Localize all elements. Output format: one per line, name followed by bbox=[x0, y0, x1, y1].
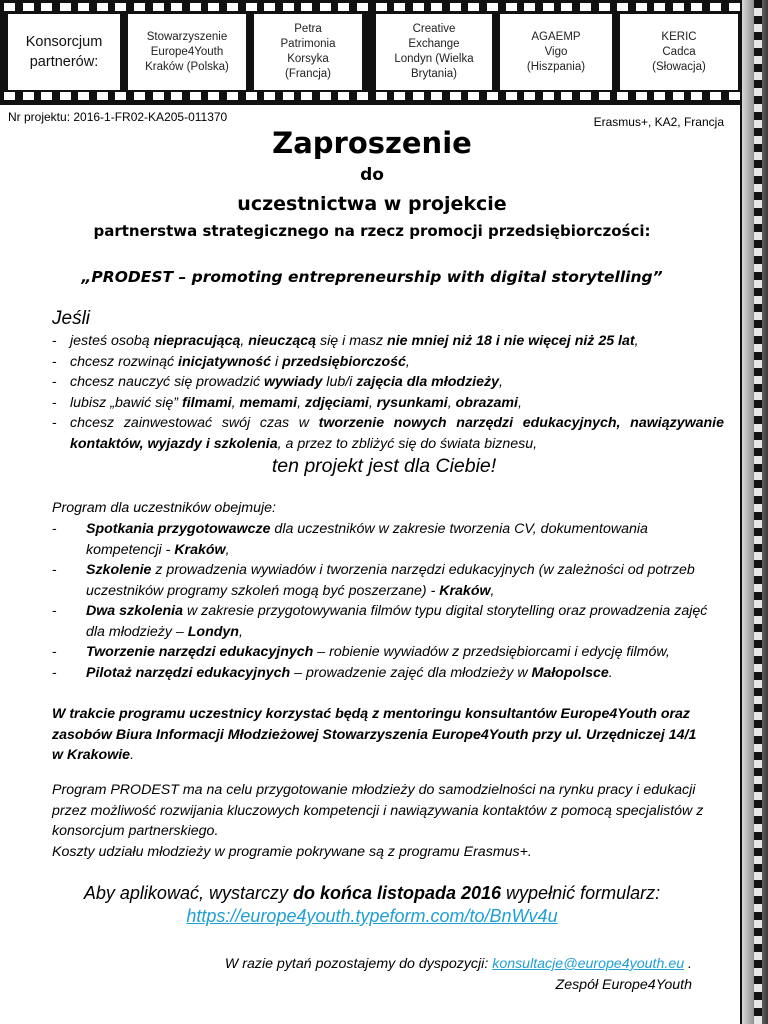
goal-text: Program PRODEST ma na celu przygotowanie młodzieży do samodzielności na rynku pracy i edukacji przez możliwość rozwijania kluczowych kompetencji i nawiązywania kontaktów z pomocą specjalistów z konsorcjum partnerskiego. bbox=[52, 782, 704, 839]
film-hole bbox=[561, 3, 572, 11]
program-item-segment: Małopolsce bbox=[531, 664, 609, 681]
right-film-strip bbox=[754, 0, 762, 1024]
eligibility-item-segment: , bbox=[499, 374, 503, 390]
eligibility-item-segment: , bbox=[368, 394, 377, 411]
consortium-label: Konsorcjum partnerów: bbox=[25, 34, 103, 70]
partner-frame-petra bbox=[254, 14, 362, 90]
film-hole bbox=[115, 92, 126, 100]
film-strip-header bbox=[0, 0, 744, 105]
program-item-segment: Pilotaż narzędzi edukacyjnych bbox=[86, 664, 291, 681]
film-hole bbox=[78, 3, 89, 11]
film-hole bbox=[301, 92, 312, 100]
film-hole bbox=[524, 92, 535, 100]
film-hole bbox=[413, 92, 424, 100]
project-name: „PRODEST – promoting entrepreneurship with digital storytelling” bbox=[81, 268, 663, 286]
eligibility-item-segment: , bbox=[405, 353, 410, 370]
eligibility-item-segment: , bbox=[231, 394, 240, 411]
film-hole bbox=[4, 92, 15, 100]
eligibility-item-segment: , a przez to zbliżyć się do świata biznesu, bbox=[277, 435, 538, 452]
partner-frame-agaemp bbox=[500, 14, 612, 90]
intro-if: Jeśli bbox=[52, 308, 91, 329]
film-hole bbox=[41, 3, 52, 11]
program-item bbox=[52, 560, 708, 601]
film-hole bbox=[357, 3, 368, 11]
eligibility-item-segment: obrazami bbox=[455, 394, 518, 411]
eligibility-item-segment: nieuczącą bbox=[248, 333, 317, 349]
film-hole bbox=[171, 3, 182, 11]
film-hole bbox=[264, 92, 275, 100]
film-hole bbox=[134, 92, 145, 100]
film-hole bbox=[78, 92, 89, 100]
partner-frame-creative-exchange bbox=[376, 14, 492, 90]
film-hole bbox=[617, 3, 628, 11]
film-hole bbox=[673, 92, 684, 100]
film-hole bbox=[190, 3, 201, 11]
film-hole bbox=[60, 92, 71, 100]
project-number: Nr projektu: 2016-1-FR02-KA205-011370 bbox=[8, 110, 228, 124]
eligibility-item-segment: , bbox=[517, 394, 522, 411]
program-item-segment: , bbox=[225, 541, 230, 558]
contact-text: W razie pytań pozostajemy do dyspozycji: bbox=[224, 956, 493, 972]
eligibility-item bbox=[52, 352, 724, 373]
program-item-segment: Dwa szkolenia bbox=[86, 603, 183, 619]
program-item-segment: w zakresie przygotowywania filmów typu digital storytelling oraz prowadzenia zajęć dla młodzieży – bbox=[86, 603, 708, 640]
mentoring-end: . bbox=[130, 747, 135, 763]
film-hole bbox=[23, 92, 34, 100]
film-hole bbox=[283, 92, 294, 100]
film-hole bbox=[524, 3, 535, 11]
film-hole bbox=[580, 92, 591, 100]
film-hole bbox=[190, 92, 201, 100]
film-hole bbox=[729, 92, 740, 100]
film-hole bbox=[171, 92, 182, 100]
film-hole bbox=[654, 92, 665, 100]
film-hole bbox=[450, 3, 461, 11]
film-hole bbox=[487, 3, 498, 11]
film-hole bbox=[134, 3, 145, 11]
film-hole bbox=[691, 92, 702, 100]
page-title: Zaproszenie bbox=[272, 126, 472, 160]
goal-paragraph bbox=[52, 780, 708, 862]
eligibility-item-segment: tworzenie nowych narzędzi edukacyjnych, nawiązywanie kontaktów, wyjazdy i szkolenia bbox=[70, 415, 725, 452]
eligibility-item-segment: , bbox=[240, 333, 249, 349]
film-hole bbox=[431, 3, 442, 11]
eligibility-list bbox=[52, 331, 724, 454]
program-item-segment: – robienie wywiadów z przedsiębiorcami i edycję filmów, bbox=[313, 644, 670, 660]
program-intro: Program dla uczestników obejmuje: bbox=[52, 500, 276, 516]
film-hole bbox=[264, 3, 275, 11]
film-hole bbox=[97, 92, 108, 100]
film-holes-top bbox=[4, 3, 740, 13]
apply-text-after: wypełnić formularz: bbox=[501, 883, 661, 903]
film-hole bbox=[376, 92, 387, 100]
eligibility-item-segment: przedsiębiorczość bbox=[282, 353, 406, 370]
film-hole bbox=[357, 92, 368, 100]
eligibility-item bbox=[52, 393, 724, 414]
film-hole bbox=[543, 92, 554, 100]
partner-petra-patrimonia: Petra Patrimonia Korsyka (Francja) bbox=[280, 23, 336, 80]
mentoring-text: W trakcie programu uczestnicy korzystać będą z mentoringu konsultantów Europe4Youth oraz zasobów Biura Informacji Młodzieżowej Stowarzyszenia Europe4Youth przy ul. Urzędniczej 14/1 w Krakowie bbox=[52, 706, 697, 763]
program-item bbox=[52, 601, 708, 642]
film-hole bbox=[599, 92, 610, 100]
consortium-label-frame bbox=[8, 14, 120, 90]
film-hole bbox=[636, 92, 647, 100]
eligibility-item bbox=[52, 331, 724, 352]
signature: Zespół Europe4Youth bbox=[555, 976, 692, 993]
contact-end: . bbox=[684, 956, 692, 972]
film-hole bbox=[246, 92, 257, 100]
film-hole bbox=[394, 3, 405, 11]
program-item-segment: Londyn bbox=[187, 623, 239, 640]
title-participation: uczestnictwa w projekcie bbox=[237, 193, 507, 215]
eligibility-item-segment: filmami bbox=[181, 394, 232, 411]
film-hole bbox=[691, 3, 702, 11]
eligibility-item-segment: wywiady bbox=[263, 374, 323, 390]
eligibility-item-segment: zdjęciami bbox=[305, 394, 369, 411]
film-hole bbox=[636, 3, 647, 11]
film-hole bbox=[320, 3, 331, 11]
program-item-segment: dla uczestników w zakresie tworzenia CV, dokumentowania kompetencji - bbox=[86, 521, 648, 558]
film-hole bbox=[487, 92, 498, 100]
film-hole bbox=[338, 92, 349, 100]
program-item-segment: . bbox=[608, 664, 613, 681]
eligibility-item-segment: się i masz bbox=[316, 333, 388, 349]
partner-frame-keric bbox=[620, 14, 738, 90]
eligibility-item-segment: , bbox=[634, 333, 639, 349]
eligibility-item-segment: niepracującą bbox=[153, 333, 241, 349]
film-hole bbox=[580, 3, 591, 11]
eligibility-item-segment: lub/i bbox=[322, 374, 357, 390]
film-hole bbox=[506, 92, 517, 100]
film-hole bbox=[4, 3, 15, 11]
film-hole bbox=[673, 3, 684, 11]
program-list bbox=[52, 519, 708, 683]
film-hole bbox=[60, 3, 71, 11]
film-hole bbox=[617, 92, 628, 100]
program-item-segment: Szkolenie bbox=[86, 562, 152, 578]
eligibility-item-segment: inicjatywność bbox=[178, 353, 272, 370]
program-item-segment: , bbox=[238, 623, 243, 640]
form-link[interactable]: https://europe4youth.typeform.com/to/BnWv4u bbox=[186, 906, 558, 926]
film-hole bbox=[153, 92, 164, 100]
program-item-segment: Spotkania przygotowawcze bbox=[86, 521, 271, 537]
eligibility-item-segment: memami bbox=[239, 394, 298, 411]
film-hole bbox=[506, 3, 517, 11]
film-hole bbox=[227, 3, 238, 11]
film-hole bbox=[208, 92, 219, 100]
partner-creative-exchange: Creative Exchange Londyn (Wielka Brytania) bbox=[394, 23, 474, 80]
film-hole bbox=[413, 3, 424, 11]
eligibility-item-segment: nie mniej niż 18 i nie więcej niż 25 lat bbox=[387, 333, 635, 349]
eligibility-item-segment: rysunkami bbox=[376, 394, 448, 411]
film-hole bbox=[41, 92, 52, 100]
contact-email-link[interactable]: konsultacje@europe4youth.eu bbox=[492, 956, 685, 972]
film-holes-bottom bbox=[4, 92, 740, 102]
eligibility-item-segment: lubisz „bawić się” bbox=[70, 394, 182, 411]
partner-agaemp: AGAEMP Vigo (Hiszpania) bbox=[526, 30, 586, 73]
program-item bbox=[52, 663, 708, 684]
film-hole bbox=[227, 92, 238, 100]
apply-section bbox=[0, 882, 744, 928]
film-hole bbox=[208, 3, 219, 11]
film-hole bbox=[710, 3, 721, 11]
eligibility-item-segment: chcesz nauczyć się prowadzić bbox=[70, 374, 264, 390]
cost-text: Koszty udziału młodzieży w programie pokrywane są z programu Erasmus+. bbox=[52, 843, 532, 860]
eligibility-item-segment: jesteś osobą bbox=[70, 333, 154, 349]
partner-europe4youth: Stowarzyszenie Europe4Youth Kraków (Polska) bbox=[145, 30, 229, 73]
eligibility-item-segment: chcesz zainwestować swój czas w bbox=[70, 415, 319, 431]
film-hole bbox=[543, 3, 554, 11]
program-item-segment: Kraków bbox=[174, 541, 226, 558]
film-hole bbox=[468, 3, 479, 11]
film-hole bbox=[468, 92, 479, 100]
for-you-text: ten projekt jest dla Ciebie! bbox=[271, 455, 497, 477]
partner-frame-europe4youth bbox=[128, 14, 246, 90]
film-hole bbox=[710, 92, 721, 100]
eligibility-item bbox=[52, 413, 724, 454]
eligibility-item-segment: , bbox=[297, 394, 305, 411]
film-hole bbox=[654, 3, 665, 11]
film-hole bbox=[561, 92, 572, 100]
film-hole bbox=[394, 92, 405, 100]
eligibility-item bbox=[52, 372, 724, 393]
film-hole bbox=[23, 3, 34, 11]
eligibility-item-segment: , bbox=[447, 394, 456, 411]
apply-text-before: Aby aplikować, wystarczy bbox=[83, 883, 293, 903]
title-partnership: partnerstwa strategicznego na rzecz promocji przedsiębiorczości: bbox=[93, 222, 651, 240]
program-info: Erasmus+, KA2, Francja bbox=[593, 115, 724, 129]
eligibility-item-segment: chcesz rozwinąć bbox=[70, 353, 179, 370]
film-hole bbox=[115, 3, 126, 11]
film-hole bbox=[246, 3, 257, 11]
program-item-segment: , bbox=[490, 582, 495, 599]
film-hole bbox=[153, 3, 164, 11]
film-hole bbox=[338, 3, 349, 11]
program-item bbox=[52, 519, 708, 560]
film-hole bbox=[283, 3, 294, 11]
film-hole bbox=[301, 3, 312, 11]
eligibility-item-segment: i bbox=[271, 353, 283, 370]
film-hole bbox=[599, 3, 610, 11]
program-item-segment: z prowadzenia wywiadów i tworzenia narzędzi edukacyjnych (w zależności od potrzeb uczestników programy szkoleń mogą być poszerzane) - bbox=[86, 562, 695, 599]
film-hole bbox=[729, 3, 740, 11]
program-item bbox=[52, 642, 708, 663]
film-hole bbox=[450, 92, 461, 100]
film-hole bbox=[431, 92, 442, 100]
apply-deadline: do końca listopada 2016 bbox=[292, 883, 502, 903]
program-item-segment: Kraków bbox=[439, 582, 491, 599]
film-hole bbox=[376, 3, 387, 11]
mentoring-paragraph bbox=[52, 704, 708, 766]
title-do: do bbox=[360, 165, 384, 185]
film-hole bbox=[97, 3, 108, 11]
film-hole bbox=[320, 92, 331, 100]
eligibility-item-segment: zajęcia dla młodzieży bbox=[356, 374, 499, 390]
program-item-segment: – prowadzenie zajęć dla młodzieży w bbox=[290, 664, 532, 681]
program-item-segment: Tworzenie narzędzi edukacyjnych bbox=[86, 644, 314, 660]
contact-section bbox=[225, 954, 692, 995]
partner-keric: KERIC Cadca (Słowacja) bbox=[652, 30, 706, 73]
